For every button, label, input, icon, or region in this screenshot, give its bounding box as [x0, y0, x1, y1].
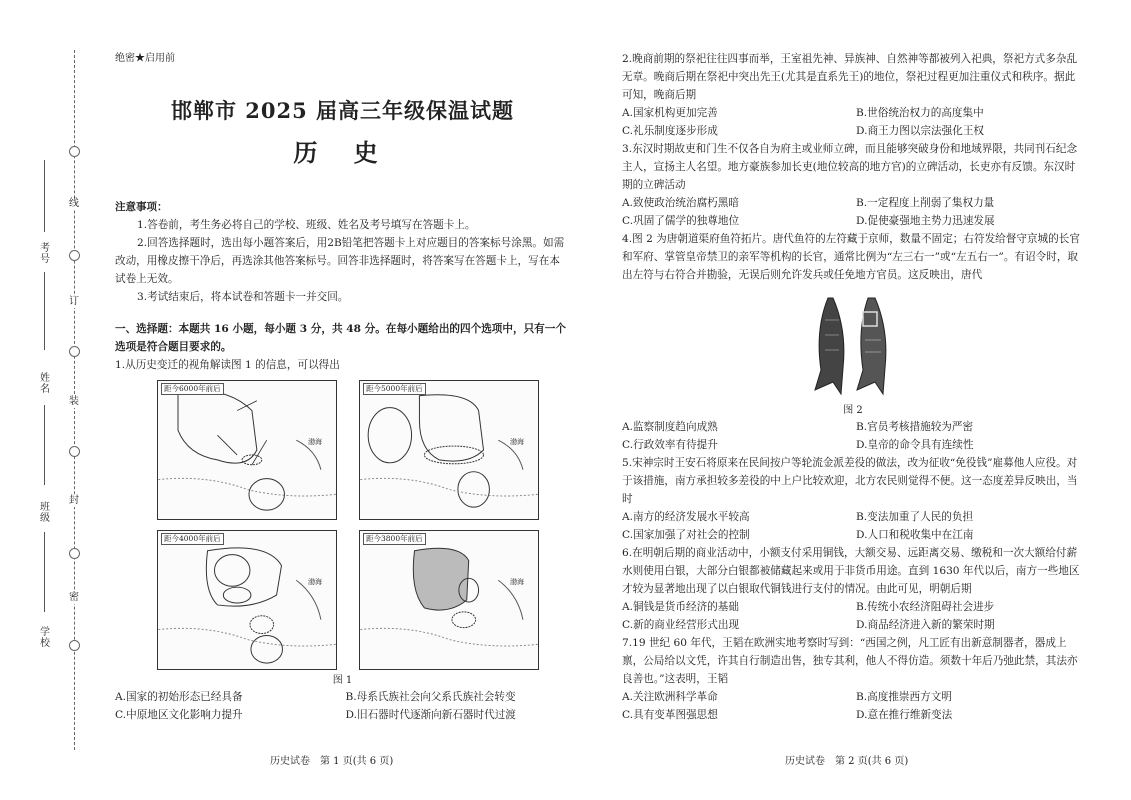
question	[622, 50, 1084, 140]
question-stem: 1.从历史变迁的视角解读图 1 的信息，可以得出	[115, 359, 340, 371]
left-page	[115, 50, 570, 724]
right-page	[622, 50, 1084, 724]
options	[622, 688, 1084, 724]
option: D.旧石器时代逐渐向新石器时代过渡	[345, 709, 516, 721]
question	[622, 544, 1084, 634]
option: C.中原地区文化影响力提升	[115, 709, 243, 721]
sea-label: 渤海	[510, 578, 524, 586]
cut-circle	[69, 548, 80, 559]
notice-item: 1.答卷前，考生务必将自己的学校、班级、姓名及考号填写在答题卡上。	[137, 219, 476, 231]
field-label-school: 学校	[40, 627, 50, 649]
map-era-label: 距今3800年前后	[363, 533, 426, 545]
options	[622, 508, 1084, 544]
field-line	[44, 160, 45, 232]
question-stem: 4.图 2 为唐朝道渠府鱼符拓片。唐代鱼符的左符藏于京师，数量不固定；右符发给督守京城的长官和军府、掌管皇帝禁卫的亲军等机构的长官，通常比例为“左三右一”或“左五右一”。有诏令时，取出左符与右符合并勘验，无误后则允许发兵或任免地方官员。这反映出，唐代	[622, 233, 1080, 281]
question	[622, 454, 1084, 544]
page-footer: 历史试卷 第 1 页(共 6 页)	[270, 756, 394, 767]
notice-item: 3.考试结束后，将本试卷和答题卡一并交回。	[137, 291, 349, 303]
question-stem: 5.宋神宗时王安石将原来在民间按户等轮流金派差役的做法，改为征收“免役钱”雇募他人应役。对于该措施，南方承担较多差役的中上户比较欢迎，北方农民则觉得不便。这一态度差异反映出，当时	[622, 457, 1078, 505]
section-heading: 一、选择题：本题共 16 小题，每小题 3 分，共 48 分。在每小题给出的四个选项中，只有一个选项是符合题目要求的。	[115, 323, 566, 353]
sea-label: 渤海	[308, 578, 322, 586]
cut-word: 线	[66, 198, 82, 210]
option: A.国家的初始形态已经具备	[115, 691, 243, 703]
option: D.商王力图以宗法强化王权	[856, 125, 985, 137]
option: D.人口和税收集中在江南	[856, 529, 974, 541]
binding-margin	[0, 0, 92, 800]
options	[622, 598, 1084, 634]
option: C.礼乐制度逐步形成	[622, 125, 718, 137]
map-era-label: 距今5000年前后	[363, 383, 426, 395]
cut-circle	[69, 446, 80, 457]
map-panel	[359, 530, 539, 670]
option: B.官员考核措施较为严密	[856, 421, 974, 433]
options	[622, 194, 1084, 230]
question-stem: 2.晚商前期的祭祀往往四事而举，王室祖先神、异族神、自然神等都被列入祀典，祭祀方式多杂乱无章。晚商后期在祭祀中突出先王(尤其是直系先王)的地位，祭祀过程更加注重仪式和秩序。据此可知，晚商后期	[622, 53, 1078, 101]
option: D.商品经济进入新的繁荣时期	[856, 619, 995, 631]
question	[622, 230, 1084, 454]
cut-circle	[69, 346, 80, 357]
field-line	[44, 272, 45, 350]
option: C.行政效率有待提升	[622, 439, 718, 451]
field-label-name: 姓名	[40, 373, 50, 395]
exam-title: 邯郸市 2025 届高三年级保温试题	[170, 98, 515, 123]
cut-circle	[69, 640, 80, 651]
map-drawing	[158, 531, 336, 669]
cut-circle	[69, 146, 80, 157]
option: D.促使豪强地主势力迅速发展	[856, 215, 995, 227]
field-line	[44, 405, 45, 485]
option: B.世俗统治权力的高度集中	[856, 107, 984, 119]
field-label-exam-number: 考号	[40, 243, 50, 265]
question-stem: 6.在明朝后期的商业活动中，小额支付采用铜钱，大额交易、远距离交易、缴税和一次大额给付薪水则使用白银，大部分白银都被储藏起来或用于非货币用途。直到 1630 年代以后，南方一些地区才较为显著地出现了以白银取代铜钱进行支付的情况。由此可见，明朝后期	[622, 547, 1080, 595]
options	[115, 688, 570, 724]
option: B.高度推崇西方文明	[856, 691, 952, 703]
question-stem: 3.东汉时期故吏和门生不仅各自为府主或业师立碑，而且能够突破身份和地域界限，共同刊石纪念主人，宣扬主人名望。地方豪族参加长吏(地位较高的地方官)的立碑活动，长吏亦有反馈。东汉时期的立碑活动	[622, 143, 1078, 191]
option: A.国家机构更加完善	[622, 107, 718, 119]
cut-word: 订	[66, 296, 82, 308]
cut-word: 封	[66, 495, 82, 507]
field-label-class: 班级	[40, 502, 50, 524]
option: A.监察制度趋向成熟	[622, 421, 718, 433]
option: D.意在推行维新变法	[856, 709, 953, 721]
options	[622, 418, 1084, 454]
question	[622, 634, 1084, 724]
option: C.具有变革图强思想	[622, 709, 718, 721]
notice-item: 2.回答选择题时，选出每小题答案后，用2B铅笔把答题卡上对应题目的答案标号涂黑。如需改动，用橡皮擦干净后，再选涂其他答案标号。回答非选择题时，将答案写在答题卡上，写在本试卷上无效。	[115, 237, 565, 285]
map-era-label: 距今6000年前后	[161, 383, 224, 395]
option: C.巩固了儒学的独尊地位	[622, 215, 740, 227]
option: C.新的商业经营形式出现	[622, 619, 740, 631]
fish-tally-icon	[803, 290, 903, 400]
option: B.一定程度上削弱了集权力量	[856, 197, 995, 209]
map-panel	[359, 380, 539, 520]
field-line	[44, 532, 45, 612]
options	[622, 104, 1084, 140]
option: A.致使政治统治腐朽黑暗	[622, 197, 739, 209]
option: A.铜钱是货币经济的基础	[622, 601, 739, 613]
map-panel	[157, 530, 337, 670]
fish-tally-figure	[622, 290, 1084, 400]
notice-heading: 注意事项：	[115, 201, 168, 213]
option: C.国家加强了对社会的控制	[622, 529, 750, 541]
map-era-label: 距今4000年前后	[161, 533, 224, 545]
map-drawing	[360, 531, 538, 669]
option: B.母系氏族社会向父系氏族社会转变	[345, 691, 516, 703]
cut-word: 装	[66, 396, 82, 408]
option: A.关注欧洲科学革命	[622, 691, 718, 703]
option: B.变法加重了人民的负担	[856, 511, 974, 523]
page-footer: 历史试卷 第 2 页(共 6 页)	[785, 756, 909, 767]
subject-title: 历 史	[293, 138, 392, 167]
figure-caption: 图 2	[843, 405, 863, 416]
map-panel	[157, 380, 337, 520]
figure-1-maps	[157, 380, 570, 670]
secret-mark: 绝密★启用前	[115, 53, 175, 64]
question-stem: 7.19 世纪 60 年代，王韬在欧洲实地考察时写到：“西国之例，凡工匠有出新意制器者，器成上禀，公局给以文凭，许其自行制造出售，独专其利，他人不得仿造。须数十年后乃弛此禁，其法亦良善也。”这表明，王韬	[622, 637, 1078, 685]
figure-caption: 图 1	[332, 675, 353, 686]
option: A.南方的经济发展水平较高	[622, 511, 750, 523]
sea-label: 渤海	[510, 438, 524, 446]
option: D.皇帝的命令具有连续性	[856, 439, 974, 451]
cut-circle	[69, 250, 80, 261]
sea-label: 渤海	[308, 438, 322, 446]
option: B.传统小农经济阻碍社会进步	[856, 601, 995, 613]
question	[622, 140, 1084, 230]
cut-word: 密	[66, 592, 82, 604]
